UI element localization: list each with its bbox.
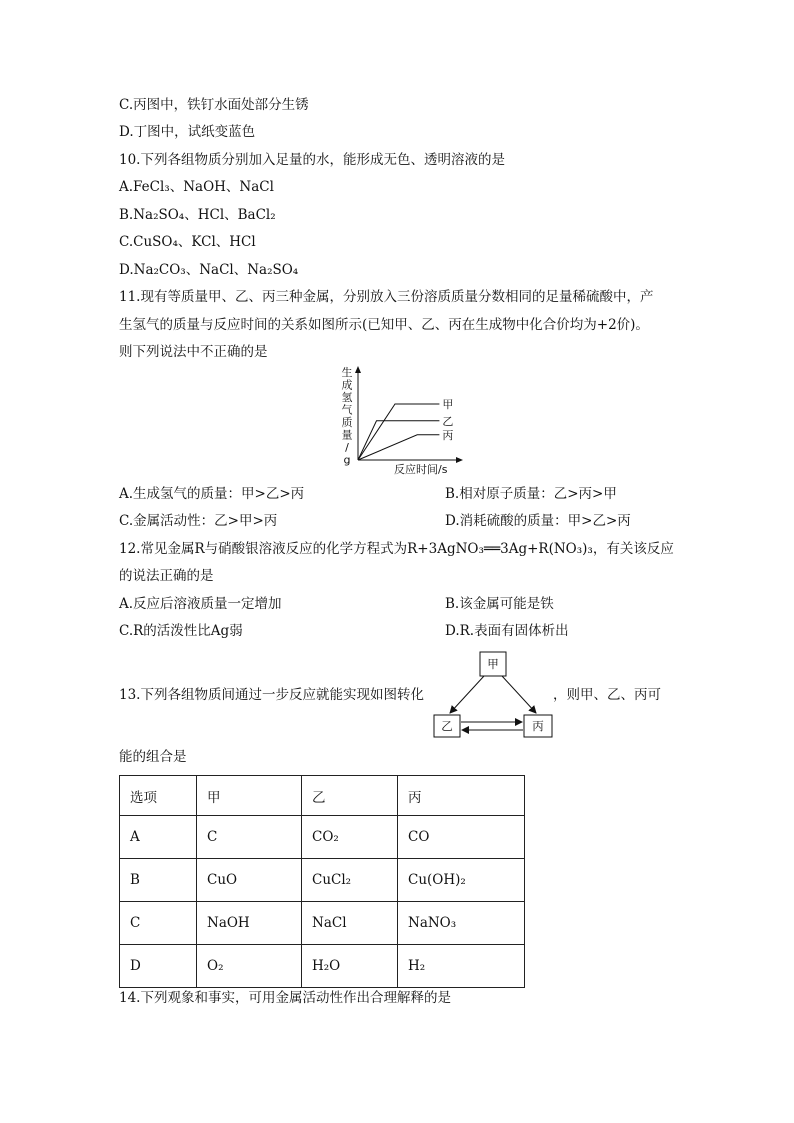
table-header-cell: 选项 xyxy=(120,776,197,816)
arrow-jia-to-yi xyxy=(450,676,484,713)
y-axis-label-char: 质 xyxy=(341,416,353,429)
option-12d: D.R.表面有固体析出 xyxy=(445,623,569,639)
question-12-line2: 的说法正确的是 xyxy=(119,568,214,584)
table-cell: C xyxy=(120,902,197,945)
series-label-2: 乙 xyxy=(442,414,454,428)
series-label-1: 甲 xyxy=(442,398,454,411)
option-12a: A.反应后溶液质量一定增加 xyxy=(119,596,282,612)
question-10: 10.下列各组物质分别加入足量的水，能形成无色、透明溶液的是 xyxy=(119,152,505,168)
box-jia-label: 甲 xyxy=(487,657,499,671)
option-11b: B.相对原子质量：乙>丙>甲 xyxy=(445,486,617,502)
options-table xyxy=(119,775,525,988)
conversion-diagram xyxy=(432,646,557,741)
table-cell: CO xyxy=(398,816,525,859)
option-11a: A.生成氢气的质量：甲>乙>丙 xyxy=(119,486,305,502)
y-axis-label-char: 气 xyxy=(341,403,353,417)
option-12b: B.该金属可能是铁 xyxy=(445,596,554,612)
table-cell: H₂O xyxy=(302,945,398,988)
question-13-line2: 能的组合是 xyxy=(119,749,187,765)
table-cell: B xyxy=(120,859,197,902)
option-10a: A.FeCl₃、NaOH、NaCl xyxy=(119,179,274,195)
y-axis-arrow xyxy=(355,366,361,373)
table-cell: H₂ xyxy=(398,945,525,988)
table-cell: NaOH xyxy=(197,902,302,945)
table-row xyxy=(120,945,525,988)
option-10d: D.Na₂CO₃、NaCl、Na₂SO₄ xyxy=(119,262,299,278)
table-cell: A xyxy=(120,816,197,859)
table-row xyxy=(120,859,525,902)
box-yi-label: 乙 xyxy=(441,719,453,733)
table-header-cell: 甲 xyxy=(197,776,302,816)
x-axis-label: 反应时间/s xyxy=(394,463,448,476)
y-axis-label xyxy=(342,365,353,467)
question-11-line3: 则下列说法中不正确的是 xyxy=(119,344,268,360)
y-axis-label-char: 量 xyxy=(341,428,353,442)
table-header-cell: 丙 xyxy=(398,776,525,816)
y-axis-label-char: g xyxy=(343,453,351,467)
table-cell: CO₂ xyxy=(302,816,398,859)
arrow-jia-to-bing xyxy=(502,676,536,713)
table-cell: O₂ xyxy=(197,945,302,988)
box-bing-label: 丙 xyxy=(532,719,544,733)
series-line-3 xyxy=(358,435,439,460)
table-header-row xyxy=(120,776,525,816)
option-9c: C.丙图中，铁钉水面处部分生锈 xyxy=(119,97,309,113)
y-axis-label-char: 成 xyxy=(341,378,353,392)
table-cell: D xyxy=(120,945,197,988)
question-13-part1: 13.下列各组物质间通过一步反应就能实现如图转化 xyxy=(119,687,424,703)
table-header-cell: 乙 xyxy=(302,776,398,816)
y-axis-label-char: 氢 xyxy=(341,391,353,404)
option-10c: C.CuSO₄、KCl、HCl xyxy=(119,234,256,250)
option-11c: C.金属活动性：乙>甲>丙 xyxy=(119,513,278,529)
option-9d: D.丁图中，试纸变蓝色 xyxy=(119,124,256,140)
table-cell: CuCl₂ xyxy=(302,859,398,902)
option-10b: B.Na₂SO₄、HCl、BaCl₂ xyxy=(119,207,276,223)
series-line-2 xyxy=(358,421,439,460)
table-row xyxy=(120,902,525,945)
option-11d: D.消耗硫酸的质量：甲>乙>丙 xyxy=(445,513,631,529)
question-11-line2: 生氢气的质量与反应时间的关系如图所示(已知甲、乙、丙在生成物中化合价均为+2价)。 xyxy=(119,317,649,333)
y-axis-label-char: / xyxy=(345,441,349,454)
table-row xyxy=(120,816,525,859)
series-line-1 xyxy=(358,404,439,460)
series-label-3: 丙 xyxy=(442,428,454,442)
question-11-line1: 11.现有等质量甲、乙、丙三种金属，分别放入三份溶质质量分数相同的足量稀硫酸中，产 xyxy=(119,289,654,305)
table-cell: CuO xyxy=(197,859,302,902)
table-cell: NaNO₃ xyxy=(398,902,525,945)
question-14: 14.下列观象和事实，可用金属活动性作出合理解释的是 xyxy=(119,990,451,1006)
table-cell: C xyxy=(197,816,302,859)
table-cell: NaCl xyxy=(302,902,398,945)
option-12c: C.R的活泼性比Ag弱 xyxy=(119,623,243,639)
y-axis-label-char: 生 xyxy=(341,366,353,379)
question-13-part2: ，则甲、乙、丙可 xyxy=(553,687,661,703)
x-axis-arrow xyxy=(456,457,463,463)
table-cell: Cu(OH)₂ xyxy=(398,859,525,902)
hydrogen-chart xyxy=(335,362,465,477)
question-12-line1: 12.常见金属R与硝酸银溶液反应的化学方程式为R+3AgNO₃══3Ag+R(NO₃)₃，有关该反应 xyxy=(119,541,674,557)
